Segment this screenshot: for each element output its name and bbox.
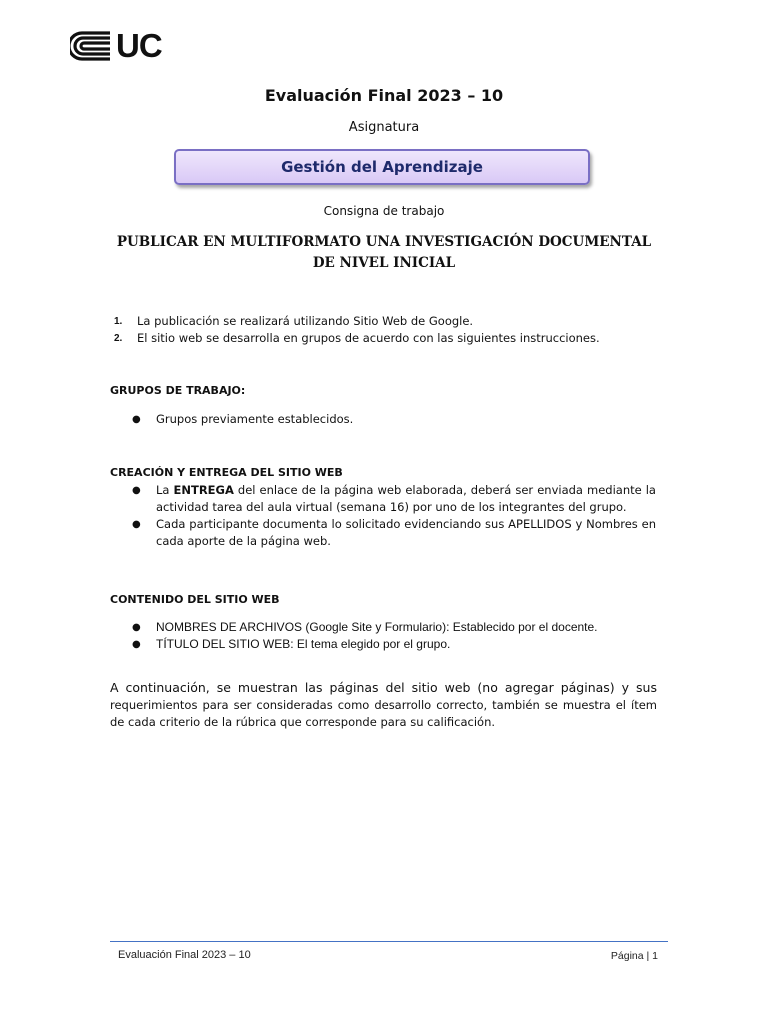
course-name: Gestión del Aprendizaje <box>281 158 483 176</box>
item-text: NOMBRES DE ARCHIVOS (Google Site y Formulario): Establecido por el docente. <box>156 620 598 634</box>
bullet-icon: ● <box>132 622 141 633</box>
bullet-icon: ● <box>132 485 141 496</box>
item-text: Grupos previamente establecidos. <box>156 412 354 426</box>
closing-paragraph: A continuación, se muestran las páginas del sitio web (no agregar páginas) y sus requerimientos para ser consideradas como desarrollo correcto, también se muestra el ítem de cada criterio de la rúbrica que corresponde para su calificación. <box>110 680 657 729</box>
list-item <box>110 619 656 636</box>
item-number: 1. <box>114 316 123 327</box>
section-heading-content: CONTENIDO DEL SITIO WEB <box>110 593 280 606</box>
item-text: TÍTULO DEL SITIO WEB: El tema elegido por el grupo. <box>156 637 451 651</box>
list-item <box>110 330 658 347</box>
subject-label: Asignatura <box>348 120 420 135</box>
list-item <box>110 516 656 550</box>
uc-emblem-icon <box>70 31 112 61</box>
content-list <box>110 619 656 653</box>
university-logo <box>70 27 162 64</box>
assignment-label: Consigna de trabajo <box>323 204 445 218</box>
creation-list <box>110 482 656 550</box>
emphasis-text: ENTREGA <box>173 483 234 497</box>
item-number: 2. <box>114 333 123 344</box>
logo-text: UC <box>116 27 162 64</box>
assignment-title-line: PUBLICAR EN MULTIFORMATO UNA INVESTIGACIÓN DOCUMENTAL <box>116 234 652 250</box>
item-text: El sitio web se desarrolla en grupos de acuerdo con las siguientes instrucciones. <box>137 331 600 345</box>
instructions-list <box>110 313 658 347</box>
list-item <box>110 411 656 428</box>
groups-list <box>110 411 656 428</box>
bullet-icon: ● <box>132 414 141 425</box>
section-heading-creation: CREACIÓN Y ENTREGA DEL SITIO WEB <box>110 466 343 479</box>
assignment-title <box>110 232 658 274</box>
footer-divider <box>110 941 668 942</box>
list-item <box>110 313 658 330</box>
footer-title: Evaluación Final 2023 – 10 <box>118 949 251 961</box>
item-text: La publicación se realizará utilizando Sitio Web de Google. <box>137 314 474 328</box>
bullet-icon: ● <box>132 639 141 650</box>
bullet-icon: ● <box>132 519 141 530</box>
list-item <box>110 482 656 516</box>
item-text: Cada participante documenta lo solicitado evidenciando sus APELLIDOS y Nombres en cada aporte de la página web. <box>156 517 656 548</box>
assignment-title-line: DE NIVEL INICIAL <box>312 255 456 271</box>
document-title: Evaluación Final 2023 – 10 <box>264 86 504 105</box>
page-number: Página | 1 <box>610 950 658 962</box>
list-item <box>110 636 656 653</box>
item-text: La ENTREGA del enlace de la página web elaborada, deberá ser enviada mediante la actividad tarea del aula virtual (semana 16) por uno de los integrantes del grupo. <box>156 483 656 514</box>
section-heading-groups: GRUPOS DE TRABAJO: <box>110 384 246 397</box>
course-name-box <box>174 149 590 185</box>
